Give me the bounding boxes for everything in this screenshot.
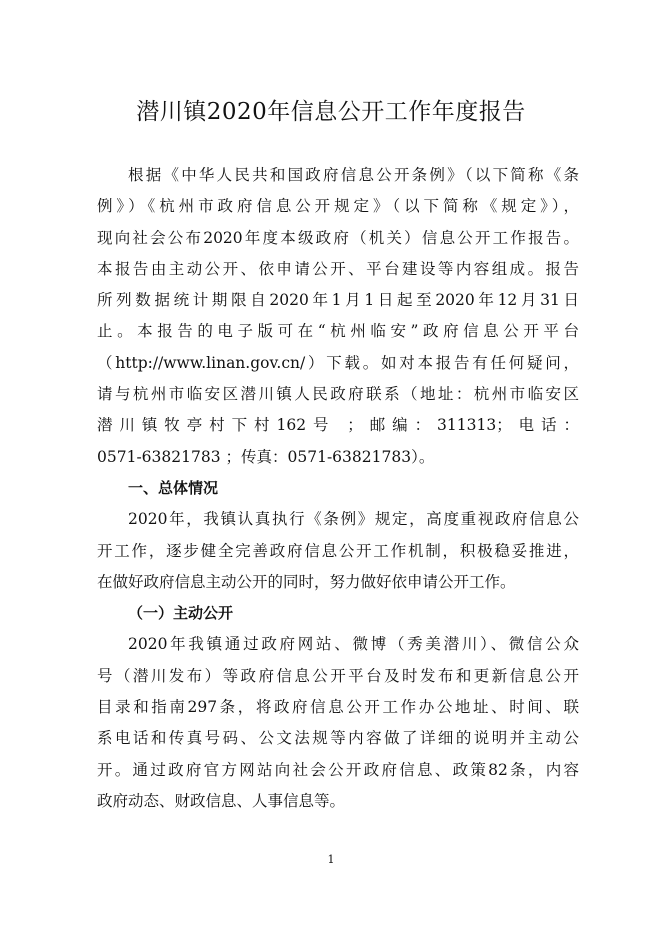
- body-line: 现向社会公布2020年度本级政府（机关）信息公开工作报告。: [97, 228, 579, 247]
- body-line: 系电话和传真号码、公文法规等内容做了详细的说明并主动公: [97, 729, 579, 748]
- body-line: 开工作，逐步健全完善政府信息公开工作机制，积极稳妥推进，: [97, 541, 579, 560]
- body-line: 请与杭州市临安区潜川镇人民政府联系（地址：杭州市临安区: [97, 385, 579, 404]
- body-line: 止。本报告的电子版可在“杭州临安”政府信息公开平台: [97, 322, 579, 341]
- body-line: 号（潜川发布）等政府信息公开平台及时发布和更新信息公开: [97, 666, 579, 685]
- page-number: 1: [327, 853, 335, 866]
- body-line: 例》）《杭州市政府信息公开规定》（以下简称《规定》），: [97, 197, 579, 216]
- body-line: 政府动态、财政信息、人事信息等。: [97, 791, 346, 810]
- page-title: 潜川镇2020年信息公开工作年度报告: [136, 99, 526, 125]
- body-line: 在做好政府信息主动公开的同时，努力做好依申请公开工作。: [97, 572, 516, 591]
- body-line: （http://www.linan.gov.cn/）下载。如对本报告有任何疑问，: [97, 353, 579, 372]
- body-line: 所列数据统计期限自2020年1月1日起至2020年12月31日: [97, 291, 579, 310]
- body-line: 2020年我镇通过政府网站、微博（秀美潜川）、微信公众: [128, 635, 579, 654]
- body-line: 0571-63821783 ；传真：0571-63821783）。: [97, 447, 435, 466]
- subsection-heading: （一）主动公开: [128, 604, 234, 623]
- body-line: 根据《中华人民共和国政府信息公开条例》（以下简称《条: [128, 166, 579, 184]
- document-body: [97, 160, 579, 817]
- body-line: 开。通过政府官方网站向社会公开政府信息、政策82条，内容: [97, 760, 579, 779]
- section-heading: 一、总体情况: [128, 478, 219, 497]
- body-line: 目录和指南297条，将政府信息公开工作办公地址、时间、联: [97, 698, 579, 717]
- body-line: 本报告由主动公开、依申请公开、平台建设等内容组成。报告: [97, 259, 579, 278]
- body-line: 2020年，我镇认真执行《条例》规定，高度重视政府信息公: [128, 510, 579, 529]
- body-line: 潜川镇牧亭村下村162号 ；邮编：311313；电话：: [97, 416, 579, 435]
